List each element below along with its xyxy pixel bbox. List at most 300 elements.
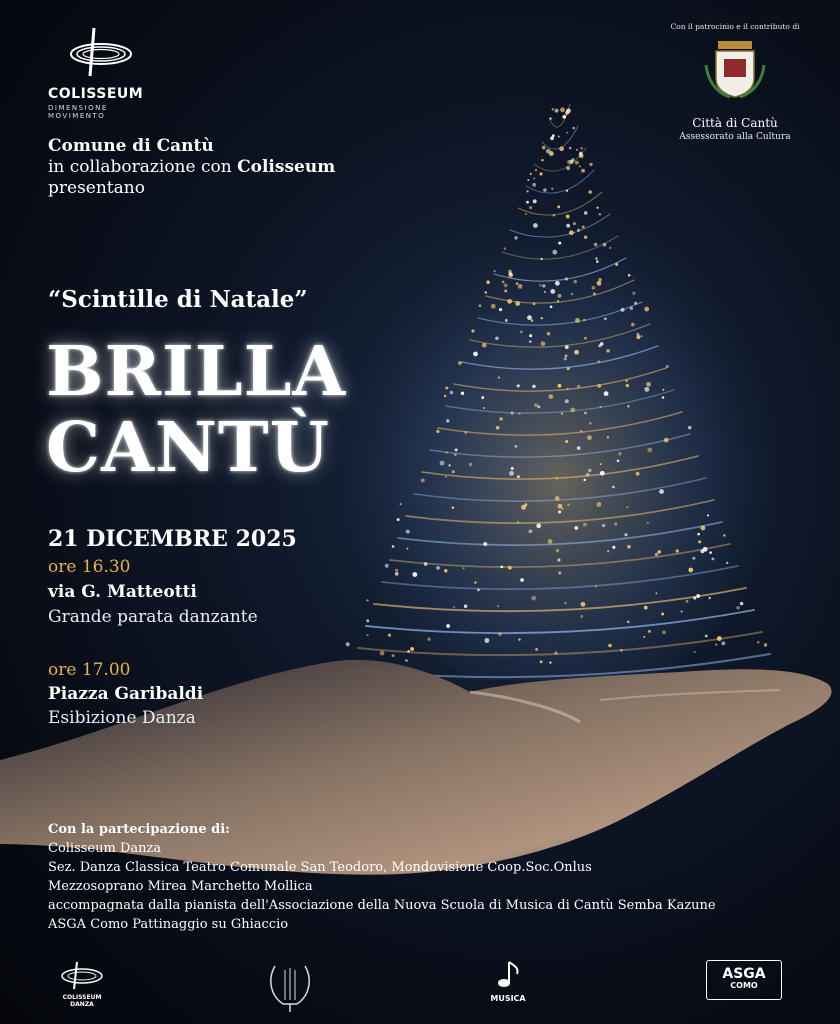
tree-spark (540, 172, 543, 175)
tree-spark (586, 473, 590, 477)
footer-logo-1-name: COLISSEUM (62, 994, 102, 1001)
footer-logo-3-text: MUSICA (490, 994, 526, 1003)
tree-spark (549, 117, 551, 119)
tree-spark (544, 291, 546, 293)
credits-line: ASGA Como Pattinaggio su Ghiaccio (48, 917, 289, 932)
tree-spark (479, 304, 482, 307)
tree-spark (657, 550, 661, 554)
tree-spark (502, 281, 505, 284)
tree-spark (436, 566, 440, 570)
tree-spark (534, 403, 538, 407)
tree-spark (630, 307, 633, 310)
tree-spark (661, 612, 664, 615)
tree-spark (424, 562, 428, 566)
tree-spark (499, 417, 502, 420)
tree-spark (565, 440, 568, 443)
city-crest-icon (700, 35, 770, 101)
footer-logo-4-line-1: ASGA (722, 966, 766, 982)
tree-spark (531, 319, 534, 322)
tree-spark (587, 435, 592, 440)
tree-spark (550, 136, 554, 140)
tree-spark (596, 260, 599, 263)
tree-spark (547, 332, 551, 336)
tree-spark (600, 471, 605, 476)
tree-spark (565, 399, 569, 403)
tree-spark (565, 277, 568, 280)
tree-spark (600, 342, 604, 346)
tree-spark (366, 599, 368, 601)
event-title-line-2: CANTÙ (46, 408, 330, 488)
tree-spark (740, 602, 743, 605)
tree-spark (548, 394, 553, 399)
tree-spark (406, 530, 410, 534)
tree-spark (533, 223, 538, 228)
tree-spark (511, 467, 514, 470)
tree-spark (452, 470, 455, 473)
tree-spark (566, 190, 568, 192)
tree-spark (567, 368, 569, 370)
christmas-tree-illustration (340, 100, 800, 680)
tree-spark (548, 539, 553, 544)
tree-spark (566, 215, 570, 219)
tree-spark (556, 549, 559, 552)
tree-spark (444, 569, 447, 572)
tree-spark (458, 361, 462, 365)
tree-spark (555, 477, 558, 480)
tree-spark (440, 461, 445, 466)
tree-spark (597, 207, 599, 209)
event-date: 21 DICEMBRE 2025 (48, 526, 297, 552)
tree-spark (627, 621, 630, 624)
tree-spark (627, 545, 630, 548)
tree-spark (508, 566, 512, 570)
tree-spark (566, 224, 570, 228)
tree-spark (504, 289, 507, 292)
tree-spark (501, 566, 504, 569)
tree-spark (530, 173, 532, 175)
tree-spark (555, 281, 560, 286)
intro-block (48, 136, 335, 199)
tree-spark (436, 430, 439, 433)
colisseum-logo (48, 24, 158, 120)
tree-spark (628, 274, 631, 277)
tree-spark (693, 596, 696, 599)
tree-spark (471, 329, 474, 332)
tree-spark (552, 108, 554, 110)
tree-spark (511, 412, 514, 415)
tree-spark (564, 357, 567, 360)
tree-spark (621, 308, 625, 312)
tree-spark (595, 257, 597, 259)
tree-spark (686, 600, 689, 603)
tree-spark (558, 384, 562, 388)
tree-spark (551, 188, 553, 190)
tree-spark (636, 335, 640, 339)
tree-spark (644, 606, 648, 610)
tree-spark (593, 292, 596, 295)
tree-spark (705, 635, 708, 638)
tree-spark (562, 115, 566, 119)
intro-line-1: Comune di Cantù (48, 136, 214, 156)
tree-spark (584, 412, 587, 415)
credits-block (48, 820, 716, 934)
tree-spark (595, 585, 597, 587)
tree-spark (565, 354, 568, 357)
tree-spark (388, 634, 391, 637)
colisseum-swirl-icon (59, 960, 105, 990)
tree-spark (517, 475, 520, 478)
tree-spark (655, 553, 659, 557)
tree-spark (395, 572, 399, 576)
credits-line: Sez. Danza Classica Teatro Comunale San Teodoro, Mondovisione Coop.Soc.Onlus (48, 860, 592, 875)
tree-spark (588, 469, 591, 472)
tree-spark (446, 451, 448, 453)
tree-spark (550, 305, 553, 308)
intro-line-2-bold: Colisseum (237, 157, 336, 177)
tree-spark (567, 388, 569, 390)
tree-spark (553, 214, 555, 216)
tree-spark (482, 343, 487, 348)
tree-spark (582, 226, 585, 229)
tree-spark (589, 422, 591, 424)
tree-spark (446, 624, 450, 628)
tree-spark (602, 524, 605, 527)
tree-spark (647, 448, 652, 453)
patronage-text: Con il patrocinio e il contributo di (670, 22, 800, 31)
tree-spark (533, 199, 537, 203)
event-description-1: Grande parata danzante (48, 607, 258, 627)
tree-spark (567, 504, 570, 507)
tree-spark (507, 299, 512, 304)
tree-spark (558, 294, 562, 298)
tree-spark (445, 386, 448, 389)
city-patronage (660, 22, 810, 142)
tree-spark (643, 636, 645, 638)
tree-spark (618, 452, 621, 455)
tree-spark (666, 365, 669, 368)
tree-spark (473, 352, 478, 357)
tree-spark (579, 165, 581, 167)
tree-spark (615, 263, 618, 266)
tree-spark (572, 127, 574, 129)
tree-spark (505, 319, 508, 322)
tree-spark (567, 160, 571, 164)
event-place-2: Piazza Garibaldi (48, 684, 204, 704)
tree-spark (514, 236, 517, 239)
tree-spark (526, 190, 528, 192)
tree-spark (662, 396, 665, 399)
tree-spark (486, 280, 490, 284)
tree-spark (366, 634, 368, 636)
event-title-line-1: BRILLA (46, 332, 347, 412)
tree-spark (580, 615, 583, 618)
teatro-san-teodoro-logo (262, 960, 318, 1018)
tree-spark (464, 605, 467, 608)
tree-spark (529, 529, 533, 533)
tree-spark (566, 132, 568, 134)
credits-line: Mezzosoprano Mirea Marchetto Mollica (48, 879, 313, 894)
scuola-musica-logo (478, 960, 538, 1003)
intro-line-2-prefix: in collaborazione con (48, 157, 238, 177)
tree-spark (461, 392, 464, 395)
tree-spark (570, 408, 575, 413)
tree-spark (385, 564, 389, 568)
tree-spark (499, 308, 502, 311)
tree-spark (594, 243, 598, 247)
tree-spark (504, 283, 508, 287)
tree-spark (412, 572, 417, 577)
tree-spark (597, 281, 602, 286)
tree-spark (583, 479, 586, 482)
tree-swirl (542, 126, 578, 149)
tree-spark (698, 540, 701, 543)
tree-spark (525, 213, 527, 215)
tree-spark (483, 542, 487, 546)
tree-spark (541, 159, 543, 161)
tree-spark (558, 510, 561, 513)
tree-spark (558, 136, 560, 138)
tree-spark (406, 548, 408, 550)
tree-spark (520, 330, 523, 333)
tree-spark (697, 533, 700, 536)
tree-spark (550, 289, 555, 294)
tree-spark (526, 201, 529, 204)
tree-spark (549, 151, 554, 156)
footer-logo-4-line-2: COMO (730, 981, 758, 990)
tree-spark (632, 292, 635, 295)
tree-spark (558, 571, 561, 574)
tree-spark (450, 391, 454, 395)
tree-spark (600, 463, 602, 465)
tree-spark (655, 592, 657, 594)
tree-spark (509, 471, 514, 476)
tree-spark (592, 286, 596, 290)
tree-spark (392, 545, 395, 548)
tree-spark (533, 177, 535, 179)
tree-spark (631, 323, 635, 327)
tree-spark (559, 146, 564, 151)
tree-spark (566, 166, 570, 170)
tree-spark (520, 578, 524, 582)
tree-spark (662, 389, 664, 391)
tree-spark (584, 235, 587, 238)
tree-spark (555, 496, 560, 501)
tree-spark (604, 317, 607, 320)
tree-spark (517, 384, 520, 387)
logo-name: COLISSEUM (48, 86, 144, 102)
tree-spark (542, 284, 546, 288)
department-name: Assessorato alla Cultura (679, 132, 791, 142)
tree-swirl (550, 104, 570, 127)
tree-spark (696, 594, 700, 598)
tree-spark (518, 284, 523, 289)
credits-heading: Con la partecipazione di: (48, 822, 230, 837)
tree-spark (584, 211, 587, 214)
tree-spark (584, 337, 587, 340)
tree-spark (659, 489, 664, 494)
credits-line: accompagnata dalla pianista dell'Associazione della Nuova Scuola di Musica di Cantù Semba Kazune (48, 898, 716, 913)
tree-spark (558, 242, 561, 245)
tree-spark (708, 597, 710, 599)
tree-spark (485, 291, 487, 293)
tree-spark (535, 169, 537, 171)
tree-spark (532, 183, 536, 187)
tree-spark (646, 382, 651, 387)
tree-spark (448, 464, 450, 466)
event-time-2: ore 17.00 (48, 660, 131, 680)
tree-spark (627, 405, 629, 407)
tree-spark (574, 526, 578, 530)
tree-spark (571, 293, 573, 295)
tree-spark (736, 606, 740, 610)
tree-spark (583, 319, 585, 321)
tree-spark (569, 147, 572, 150)
colisseum-swirl-icon (66, 24, 136, 82)
tree-spark (581, 602, 586, 607)
tree-spark (634, 302, 637, 305)
tree-spark (624, 533, 627, 536)
tree-spark (626, 384, 629, 387)
tree-spark (574, 280, 577, 283)
tree-spark (607, 550, 609, 552)
tree-spark (455, 449, 458, 452)
tree-spark (579, 152, 583, 156)
tree-spark (541, 341, 546, 346)
tree-spark (598, 213, 601, 216)
tree-spark (700, 526, 705, 531)
tree-spark (575, 318, 580, 323)
tree-spark (726, 562, 728, 564)
tree-spark (491, 304, 496, 309)
tree-spark (565, 345, 569, 349)
tree-spark (577, 446, 581, 450)
tree-spark (581, 169, 585, 173)
tree-spark (641, 335, 643, 337)
tree-spark (400, 503, 402, 505)
tree-spark (555, 109, 559, 113)
tree-spark (469, 463, 472, 466)
tree-spark (580, 147, 582, 149)
tree-spark (497, 605, 499, 607)
tree-spark (577, 229, 580, 232)
tree-spark (648, 630, 651, 633)
tree-spark (597, 384, 601, 388)
event-place-1: via G. Matteotti (48, 582, 197, 602)
tree-spark (598, 360, 600, 362)
tree-spark (711, 557, 714, 560)
tree-spark (709, 551, 712, 554)
tree-spark (583, 523, 587, 527)
tree-spark (527, 179, 529, 181)
tree-spark (688, 426, 692, 430)
tree-spark (452, 506, 455, 509)
tree-spark (607, 436, 609, 438)
tree-spark (496, 426, 500, 430)
tree-spark (542, 146, 546, 150)
colisseum-danza-logo (52, 960, 112, 1008)
tree-spark (516, 282, 519, 285)
tree-spark (597, 502, 602, 507)
tree-spark (577, 385, 580, 388)
tree-spark (612, 486, 615, 489)
tree-spark (504, 247, 507, 250)
tree-spark (494, 270, 496, 272)
tree-spark (557, 558, 560, 561)
tree-spark (521, 505, 526, 510)
tree-spark (498, 376, 500, 378)
tree-spark (515, 445, 517, 447)
credits-line: Colisseum Danza (48, 841, 162, 856)
lyre-icon (265, 960, 315, 1014)
tree-spark (552, 250, 557, 255)
tree-spark (536, 523, 541, 528)
tree-spark (612, 546, 615, 549)
tree-spark (626, 506, 628, 508)
tree-spark (529, 340, 531, 342)
tree-spark (517, 521, 519, 523)
tree-spark (561, 412, 563, 414)
tree-spark (462, 567, 464, 569)
tree-spark (557, 300, 559, 302)
tree-spark (540, 258, 542, 260)
tree-spark (569, 230, 574, 235)
tree-spark (531, 596, 536, 601)
tree-spark (453, 606, 455, 608)
tree-spark (703, 547, 708, 552)
tree-spark (529, 334, 532, 337)
city-name: Città di Cantù (692, 116, 778, 130)
tree-spark (688, 568, 693, 573)
tree-spark (395, 569, 398, 572)
tree-spark (483, 407, 485, 409)
tree-spark (564, 602, 566, 604)
tree-spark (558, 504, 563, 509)
event-time-1: ore 16.30 (48, 557, 131, 577)
tree-spark (723, 534, 726, 537)
tree-spark (676, 549, 679, 552)
tree-spark (664, 438, 669, 443)
tree-spark (464, 431, 467, 434)
tree-spark (580, 430, 583, 433)
tree-spark (625, 380, 627, 382)
intro-line-2 (48, 157, 335, 178)
tree-spark (543, 188, 547, 192)
tree-spark (680, 610, 682, 612)
tree-spark (527, 315, 532, 320)
logo-subtitle: DIMENSIONE MOVIMENTO (48, 104, 108, 120)
tree-spark (644, 307, 649, 312)
tree-spark (574, 350, 579, 355)
tree-spark (561, 508, 563, 510)
footer-logo-1-sub: DANZA (70, 1001, 94, 1008)
tree-spark (573, 222, 576, 225)
tree-spark (614, 522, 617, 525)
tree-spark (609, 247, 611, 249)
tree-spark (606, 349, 610, 353)
tree-spark (541, 317, 543, 319)
tree-spark (588, 190, 592, 194)
tree-spark (707, 514, 709, 516)
tree-spark (445, 476, 447, 478)
tree-spark (366, 619, 369, 622)
tree-spark (474, 581, 476, 583)
asga-como-logo (706, 960, 782, 1000)
tree-spark (647, 522, 649, 524)
tree-spark (537, 405, 540, 408)
tree-spark (617, 460, 620, 463)
intro-line-3: presentano (48, 178, 145, 198)
tree-spark (421, 478, 425, 482)
